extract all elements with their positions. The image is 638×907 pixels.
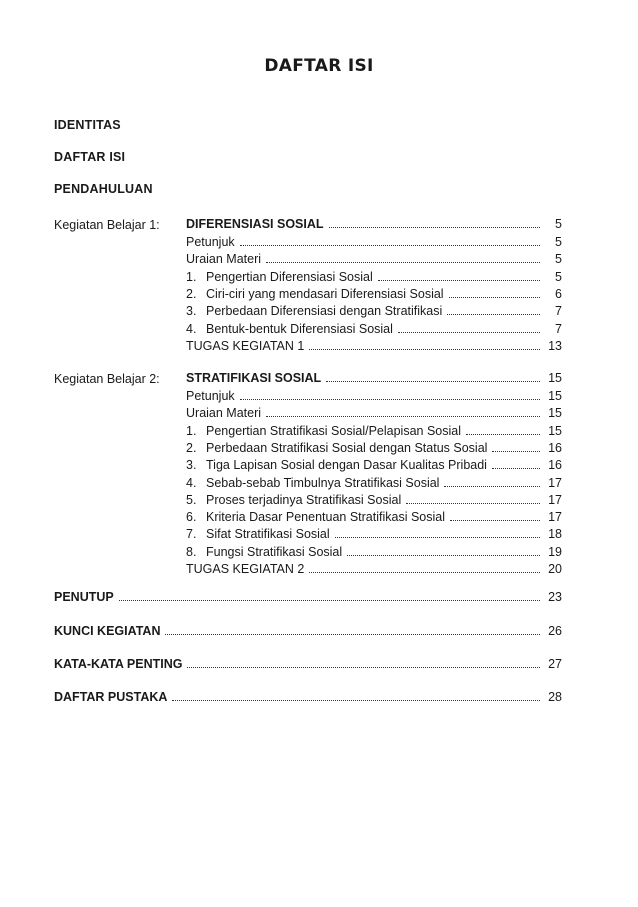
toc-entry-text: Sebab-sebab Timbulnya Stratifikasi Sosial xyxy=(206,475,440,490)
toc-entry-text: TUGAS KEGIATAN 1 xyxy=(186,338,305,353)
toc-entry-page: 5 xyxy=(555,235,562,249)
toc-entry-number: 3. xyxy=(186,458,197,473)
toc-entry-text: Pengertian Stratifikasi Sosial/Pelapisan Sosial xyxy=(206,423,461,438)
toc-entry-page: 5 xyxy=(555,269,562,284)
toc-entry-text: Ciri-ciri yang mendasari Diferensiasi Sosial xyxy=(206,286,444,301)
kb1-toc-entry xyxy=(186,321,562,337)
toc-section-entry xyxy=(54,623,562,639)
dot-leader xyxy=(398,331,540,333)
toc-entry-page: 16 xyxy=(548,440,562,455)
toc-entry-text: TUGAS KEGIATAN 2 xyxy=(186,562,305,576)
toc-entry-page: 7 xyxy=(555,304,562,319)
toc-entry-page: 15 xyxy=(548,389,562,403)
toc-entry-text: KATA-KATA PENTING xyxy=(54,657,183,671)
toc-entry-page: 17 xyxy=(548,492,562,507)
dot-leader xyxy=(447,313,540,315)
dot-leader xyxy=(119,599,540,601)
toc-entry-page: 18 xyxy=(548,527,562,542)
kb1-toc-entry xyxy=(186,251,562,267)
toc-entry-text: Perbedaan Stratifikasi Sosial dengan Status Sosial xyxy=(206,440,488,455)
toc-entry-text: DAFTAR PUSTAKA xyxy=(54,690,168,704)
toc-entry-text: Kriteria Dasar Penentuan Stratifikasi Sosial xyxy=(206,510,446,525)
toc-entry-number: 1. xyxy=(186,269,197,284)
dot-leader xyxy=(240,398,540,400)
dot-leader xyxy=(449,296,540,298)
toc-entry-number: 8. xyxy=(186,544,197,559)
kb2-toc-entry xyxy=(186,544,562,560)
dot-leader xyxy=(165,633,540,635)
kb2-toc-entry xyxy=(186,475,562,491)
toc-entry-text: Petunjuk xyxy=(186,235,235,249)
page-title: DAFTAR ISI xyxy=(264,56,374,76)
toc-entry-number: 7. xyxy=(186,527,197,542)
dot-leader xyxy=(266,261,540,263)
dot-leader xyxy=(335,536,540,538)
kb1-toc-entry xyxy=(186,269,562,285)
toc-entry-page: 27 xyxy=(548,657,562,671)
toc-entry-page: 16 xyxy=(548,458,562,473)
dot-leader xyxy=(266,415,540,417)
dot-leader xyxy=(309,571,540,573)
toc-section-entry xyxy=(54,689,562,705)
kegiatan-belajar-2-label: Kegiatan Belajar 2: xyxy=(54,372,160,386)
dot-leader xyxy=(406,502,540,504)
dot-leader xyxy=(492,467,540,469)
toc-entry-text: Bentuk-bentuk Diferensiasi Sosial xyxy=(206,321,393,336)
toc-entry-text: STRATIFIKASI SOSIAL xyxy=(186,371,322,385)
kb2-toc-entry xyxy=(186,561,562,577)
toc-entry-text: Perbedaan Diferensiasi dengan Stratifikasi xyxy=(206,304,443,319)
dot-leader xyxy=(450,519,540,521)
toc-entry-text: Uraian Materi xyxy=(186,406,262,421)
toc-entry-text: Sifat Stratifikasi Sosial xyxy=(206,527,330,542)
dot-leader xyxy=(329,226,540,228)
kb1-toc-entry xyxy=(186,234,562,250)
toc-entry-page: 7 xyxy=(555,321,562,336)
dot-leader xyxy=(309,348,540,350)
toc-entry-number: 5. xyxy=(186,492,197,507)
toc-entry-page: 15 xyxy=(548,371,562,385)
toc-entry-page: 5 xyxy=(555,252,562,267)
toc-entry-text: Petunjuk xyxy=(186,389,235,403)
toc-entry-number: 2. xyxy=(186,286,197,301)
toc-entry-text: KUNCI KEGIATAN xyxy=(54,624,161,638)
toc-entry-number: 4. xyxy=(186,321,197,336)
toc-entry-kb2-heading xyxy=(186,370,562,386)
kb1-toc-entry xyxy=(186,338,562,354)
toc-entry-number: 3. xyxy=(186,304,197,319)
toc-entry-text: Proses terjadinya Stratifikasi Sosial xyxy=(206,492,402,507)
dot-leader xyxy=(187,666,540,668)
toc-entry-kb1-heading xyxy=(186,216,562,232)
toc-entry-text: Tiga Lapisan Sosial dengan Dasar Kualitas Pribadi xyxy=(206,458,487,473)
toc-entry-page: 28 xyxy=(548,690,562,704)
toc-entry-text: Fungsi Stratifikasi Sosial xyxy=(206,544,343,559)
toc-entry-page: 17 xyxy=(548,510,562,525)
toc-entry-text: Uraian Materi xyxy=(186,252,262,267)
toc-entry-page: 23 xyxy=(548,590,562,604)
toc-entry-text: Pengertian Diferensiasi Sosial xyxy=(206,269,373,284)
toc-entry-text: PENUTUP xyxy=(54,590,114,604)
toc-entry-page: 13 xyxy=(548,338,562,353)
dot-leader xyxy=(378,279,540,281)
toc-entry-number: 2. xyxy=(186,440,197,455)
kb2-toc-entry xyxy=(186,423,562,439)
dot-leader xyxy=(172,699,540,701)
dot-leader xyxy=(240,244,540,246)
kb2-toc-entry xyxy=(186,388,562,404)
dot-leader xyxy=(466,433,540,435)
kb2-toc-entry xyxy=(186,509,562,525)
toc-section-entry xyxy=(54,656,562,672)
toc-entry-page: 20 xyxy=(548,562,562,576)
toc-section-entry xyxy=(54,589,562,605)
section-pendahuluan: PENDAHULUAN xyxy=(54,182,153,196)
toc-entry-number: 4. xyxy=(186,475,197,490)
kb2-toc-entry xyxy=(186,526,562,542)
dot-leader xyxy=(492,450,540,452)
kb2-toc-entry xyxy=(186,440,562,456)
toc-entry-page: 19 xyxy=(548,544,562,559)
dot-leader xyxy=(347,554,540,556)
kb2-toc-entry xyxy=(186,457,562,473)
toc-entry-number: 1. xyxy=(186,423,197,438)
section-daftar-isi: DAFTAR ISI xyxy=(54,150,126,164)
kb2-toc-entry xyxy=(186,405,562,421)
toc-entry-page: 5 xyxy=(555,217,562,231)
toc-entry-page: 26 xyxy=(548,624,562,638)
kb1-toc-entry xyxy=(186,286,562,302)
toc-entry-number: 6. xyxy=(186,510,197,525)
toc-entry-page: 15 xyxy=(548,423,562,438)
kegiatan-belajar-1-label: Kegiatan Belajar 1: xyxy=(54,218,160,232)
dot-leader xyxy=(444,485,540,487)
toc-entry-text: DIFERENSIASI SOSIAL xyxy=(186,217,324,231)
kb2-toc-entry xyxy=(186,492,562,508)
toc-entry-page: 15 xyxy=(548,406,562,421)
kb1-toc-entry xyxy=(186,303,562,319)
dot-leader xyxy=(326,380,540,382)
toc-entry-page: 17 xyxy=(548,475,562,490)
section-identitas: IDENTITAS xyxy=(54,118,121,132)
toc-entry-page: 6 xyxy=(555,286,562,301)
